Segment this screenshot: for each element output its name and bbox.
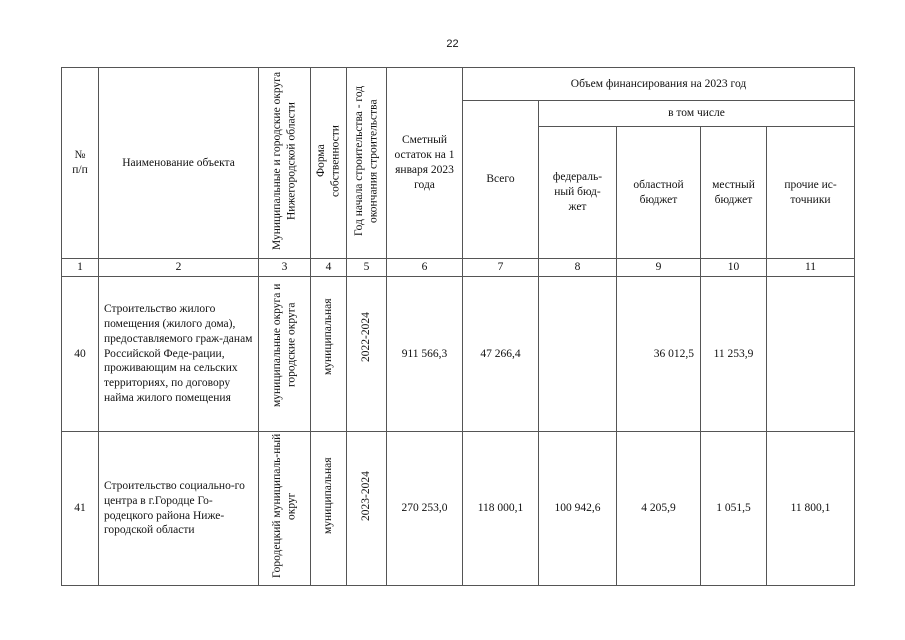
table-row xyxy=(62,277,855,432)
header-local: местный бюджет xyxy=(701,127,767,259)
col-number: 6 xyxy=(387,259,463,277)
row-name: Строительство социально-го центра в г.Городце Го-родецкого района Ниже-городской области xyxy=(99,432,259,586)
row-years: 2022-2024 xyxy=(347,277,387,432)
header-name: Наименование объекта xyxy=(99,68,259,259)
header-financing: Объем финансирования на 2023 год xyxy=(463,68,855,101)
header-years: Год начала строительства - год окончания строительства xyxy=(347,68,387,259)
col-number: 2 xyxy=(99,259,259,277)
row-ownership: муниципальная xyxy=(311,432,347,586)
header-other: прочие ис-точники xyxy=(767,127,855,259)
col-number: 4 xyxy=(311,259,347,277)
row-federal xyxy=(539,277,617,432)
row-local: 11 253,9 xyxy=(701,277,767,432)
row-balance: 911 566,3 xyxy=(387,277,463,432)
col-number: 3 xyxy=(259,259,311,277)
col-number: 7 xyxy=(463,259,539,277)
row-other xyxy=(767,277,855,432)
row-total: 47 266,4 xyxy=(463,277,539,432)
page-number: 22 xyxy=(446,38,459,50)
header-federal: федераль-ный бюд-жет xyxy=(539,127,617,259)
table-row xyxy=(62,432,855,586)
row-name: Строительство жилого помещения (жилого дома), предоставляемого граж-данам Российской Феде-рации, проживающим на сельских территориях, по договору найма жилого помещения xyxy=(99,277,259,432)
row-num: 41 xyxy=(62,432,99,586)
row-regional: 4 205,9 xyxy=(617,432,701,586)
row-regional: 36 012,5 xyxy=(617,277,701,432)
row-balance: 270 253,0 xyxy=(387,432,463,586)
row-municipality: муниципальные округа и городские округа xyxy=(259,277,311,432)
header-ownership: Форма собственности xyxy=(311,68,347,259)
col-number: 11 xyxy=(767,259,855,277)
header-balance: Сметный остаток на 1 января 2023 года xyxy=(387,68,463,259)
col-number: 8 xyxy=(539,259,617,277)
header-total: Всего xyxy=(463,101,539,259)
row-municipality: Городецкий муниципаль-ный округ xyxy=(259,432,311,586)
row-num: 40 xyxy=(62,277,99,432)
col-number: 9 xyxy=(617,259,701,277)
col-number: 1 xyxy=(62,259,99,277)
header-including: в том числе xyxy=(539,101,855,127)
header-regional: областной бюджет xyxy=(617,127,701,259)
row-local: 1 051,5 xyxy=(701,432,767,586)
row-other: 11 800,1 xyxy=(767,432,855,586)
financing-table xyxy=(61,67,855,586)
row-years: 2023-2024 xyxy=(347,432,387,586)
row-federal: 100 942,6 xyxy=(539,432,617,586)
header-municipality: Муниципальные и городские округа Нижегородской области xyxy=(259,68,311,259)
header-num: № п/п xyxy=(62,68,99,259)
col-number: 5 xyxy=(347,259,387,277)
col-number: 10 xyxy=(701,259,767,277)
row-ownership: муниципальная xyxy=(311,277,347,432)
row-total: 118 000,1 xyxy=(463,432,539,586)
